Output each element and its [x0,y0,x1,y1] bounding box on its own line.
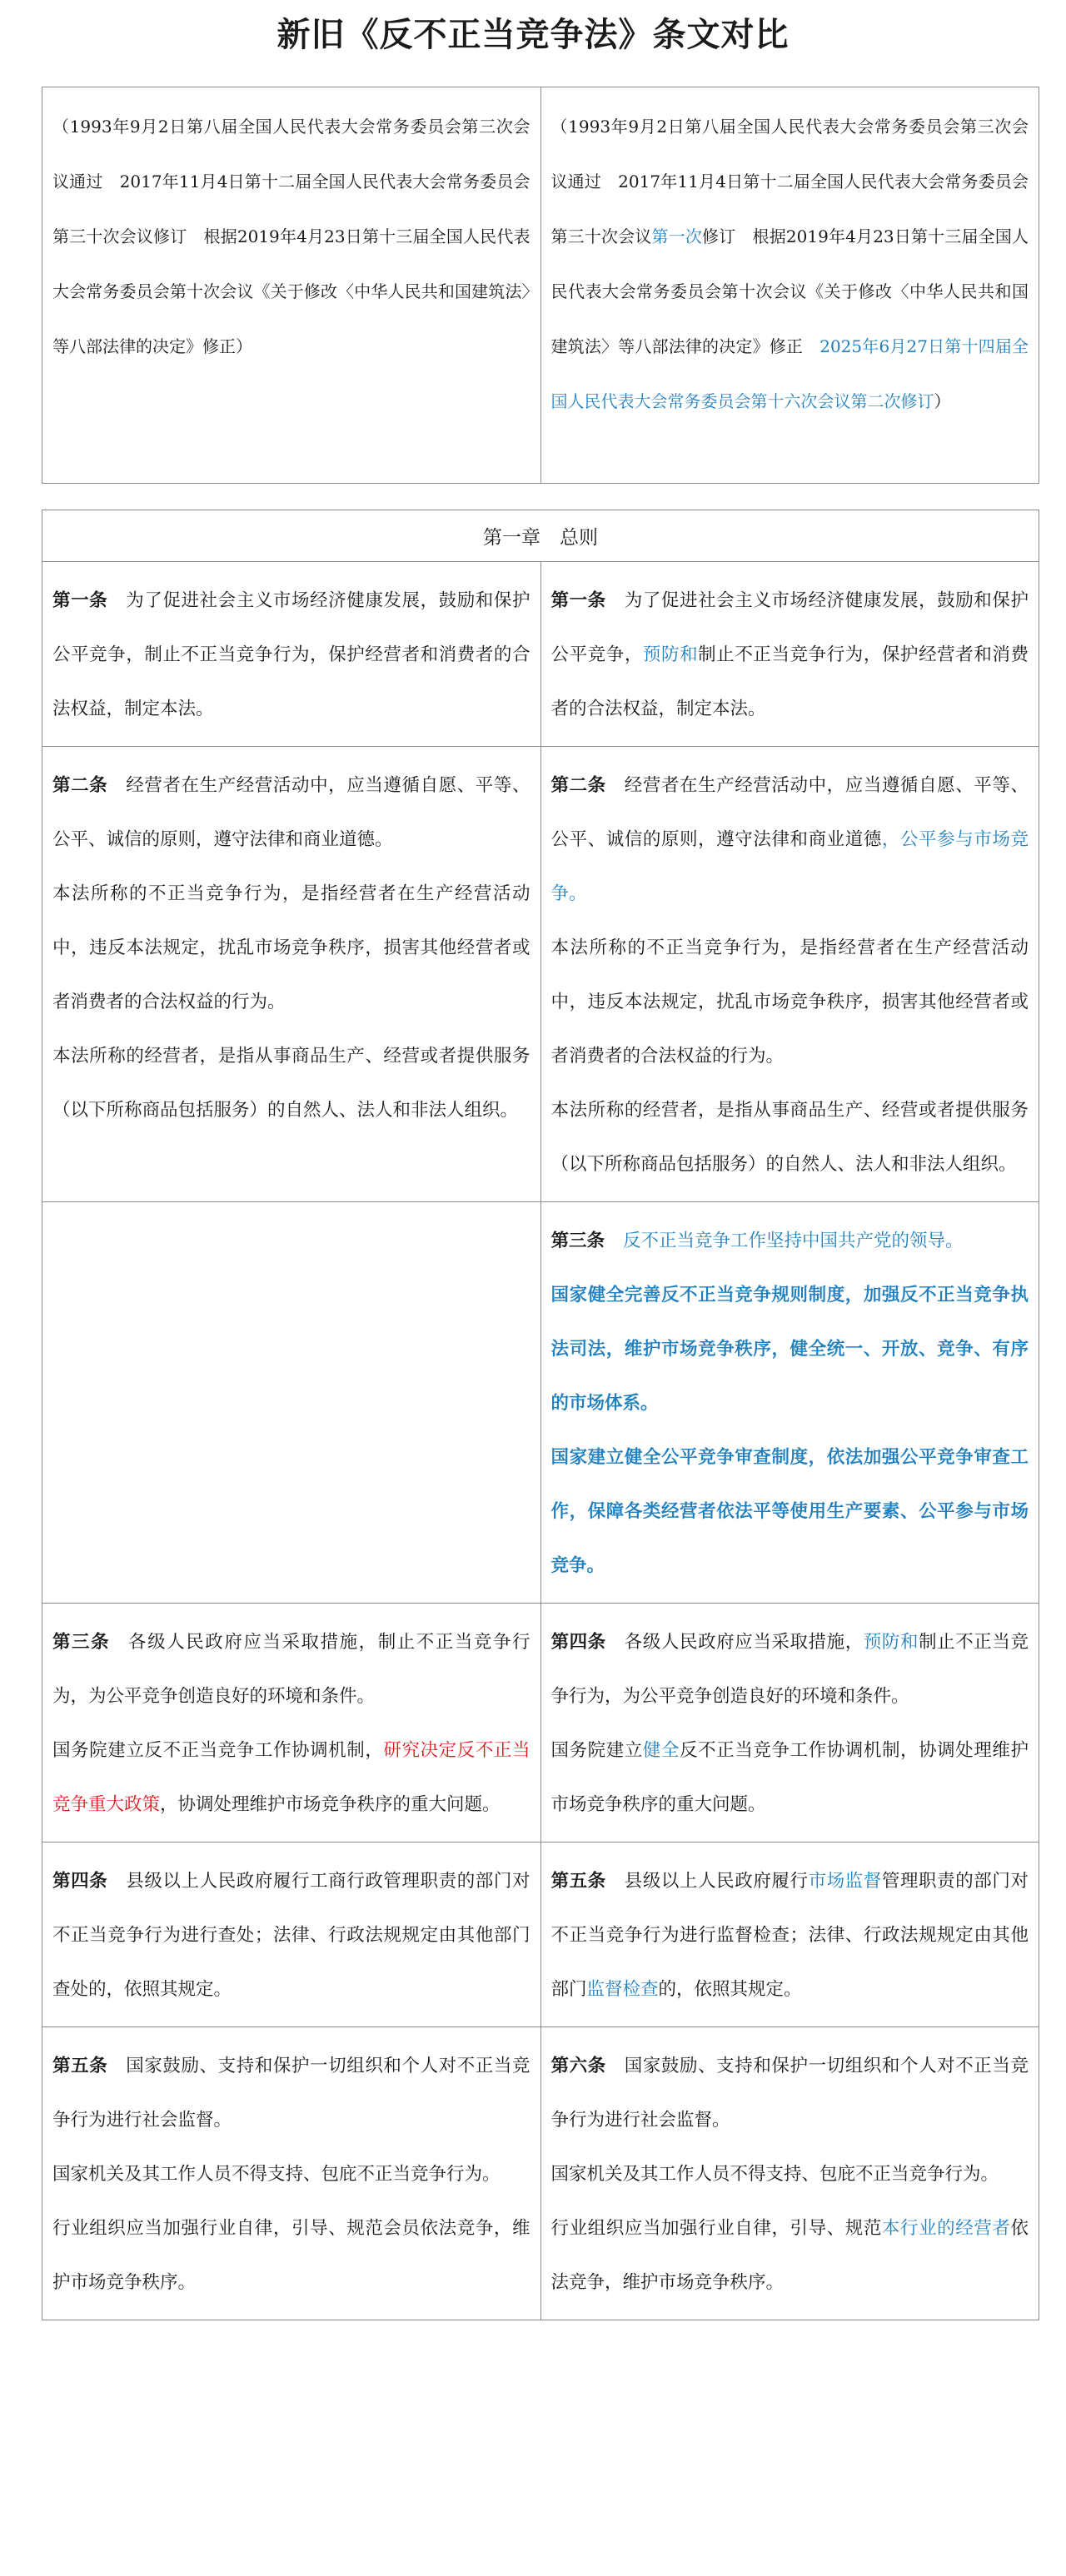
old-article-cell: 第五条 国家鼓励、支持和保护一切组织和个人对不正当竞争行为进行社会监督。 国家机关及其工作人员不得支持、包庇不正当竞争行为。 行业组织应当加强行业自律，引导、规范会员依法竞争，维护市场竞争秩序。 [42,2027,541,2320]
old-article-cell: 第三条 各级人民政府应当采取措施，制止不正当竞争行为，为公平竞争创造良好的环境和条件。 国务院建立反不正当竞争工作协调机制，研究决定反不正当竞争重大政策，协调处理维护市场竞争秩序的重大问题。 [42,1604,541,1842]
new-article-cell: 第六条 国家鼓励、支持和保护一切组织和个人对不正当竞争行为进行社会监督。 国家机关及其工作人员不得支持、包庇不正当竞争行为。 行业组织应当加强行业自律，引导、规范本行业的经营者依法竞争，维护市场竞争秩序。 [540,2027,1039,2320]
new-header-cell [540,87,1039,484]
article-number: 第四条 [550,1632,606,1653]
old-header-text: （1993年9月2日第八届全国人民代表大会常务委员会第三次会议通过 2017年11月4日第十二届全国人民代表大会常务委员会第三十次会议修订 根据2019年4月23日第十三届全国人民代表大会常务委员会第十次会议《关于修改〈中华人民共和国建筑法〉等八部法律的决定》修正） [52,117,531,356]
comparison-table [42,510,1039,2320]
table-row [42,562,1039,747]
old-article-cell-empty [42,1202,541,1604]
table-row [42,747,1039,1202]
table-row [42,2027,1039,2320]
table-row [42,1202,1039,1604]
old-header-cell [42,87,541,484]
page-title: 新旧《反不正当竞争法》条文对比 [276,15,790,54]
old-article-cell: 第四条 县级以上人民政府履行工商行政管理职责的部门对不正当竞争行为进行查处；法律、行政法规规定由其他部门查处的，依照其规定。 [42,1842,541,2027]
new-article-cell: 第四条 各级人民政府应当采取措施，预防和制止不正当竞争行为，为公平竞争创造良好的环境和条件。 国务院建立健全反不正当竞争工作协调机制，协调处理维护市场竞争秩序的重大问题。 [540,1604,1039,1842]
article-number: 第二条 [52,775,108,796]
new-article-cell: 第二条 经营者在生产经营活动中，应当遵循自愿、平等、公平、诚信的原则，遵守法律和商业道德，公平参与市场竞争。 本法所称的不正当竞争行为，是指经营者在生产经营活动中，违反本法规定，扰乱市场竞争秩序，损害其他经营者或者消费者的合法权益的行为。 本法所称的经营者，是指从事商品生产、经营或者提供服务（以下所称商品包括服务）的自然人、法人和非法人组织。 [540,747,1039,1202]
article-number: 第六条 [550,2056,606,2076]
article-number: 第一条 [52,590,108,611]
table-row [42,1842,1039,2027]
article-number: 第三条 [550,1231,605,1251]
new-article-cell: 第五条 县级以上人民政府履行市场监督管理职责的部门对不正当竞争行为进行监督检查；法律、行政法规规定由其他部门监督检查的，依照其规定。 [540,1842,1039,2027]
article-number: 第五条 [52,2056,108,2076]
article-number: 第五条 [550,1871,606,1892]
new-article-cell: 第三条 反不正当竞争工作坚持中国共产党的领导。 国家健全完善反不正当竞争规则制度，加强反不正当竞争执法司法，维护市场竞争秩序，健全统一、开放、竞争、有序的市场体系。 国家建立健全公平竞争审查制度，依法加强公平竞争审查工作，保障各类经营者依法平等使用生产要素、公平参与市场竞争。 [540,1202,1039,1604]
article-number: 第三条 [52,1632,111,1653]
article-number: 第二条 [550,775,606,796]
article-number: 第四条 [52,1871,108,1892]
article-number: 第一条 [550,590,606,611]
new-article-cell: 第一条 为了促进社会主义市场经济健康发展，鼓励和保护公平竞争，预防和制止不正当竞争行为，保护经营者和消费者的合法权益，制定本法。 [540,562,1039,747]
new-header-text: （1993年9月2日第八届全国人民代表大会常务委员会第三次会议通过 2017年11月4日第十二届全国人民代表大会常务委员会第三十次会议第一次修订 根据2019年4月23日第十三届全国人民代表大会常务委员会第十次会议《关于修改〈中华人民共和国建筑法〉等八部法律的决定》修正 2025年6月27日第十四届全国人民代表大会常务委员会第十六次会议第二次修订） [550,117,1029,411]
old-article-cell: 第二条 经营者在生产经营活动中，应当遵循自愿、平等、公平、诚信的原则，遵守法律和商业道德。 本法所称的不正当竞争行为，是指经营者在生产经营活动中，违反本法规定，扰乱市场竞争秩序，损害其他经营者或者消费者的合法权益的行为。 本法所称的经营者，是指从事商品生产、经营或者提供服务（以下所称商品包括服务）的自然人、法人和非法人组织。 [42,747,541,1202]
old-article-cell: 第一条 为了促进社会主义市场经济健康发展，鼓励和保护公平竞争，制止不正当竞争行为，保护经营者和消费者的合法权益，制定本法。 [42,562,541,747]
header-table [42,87,1039,484]
chapter-heading: 第一章 总则 [42,510,1039,562]
table-row [42,1604,1039,1842]
